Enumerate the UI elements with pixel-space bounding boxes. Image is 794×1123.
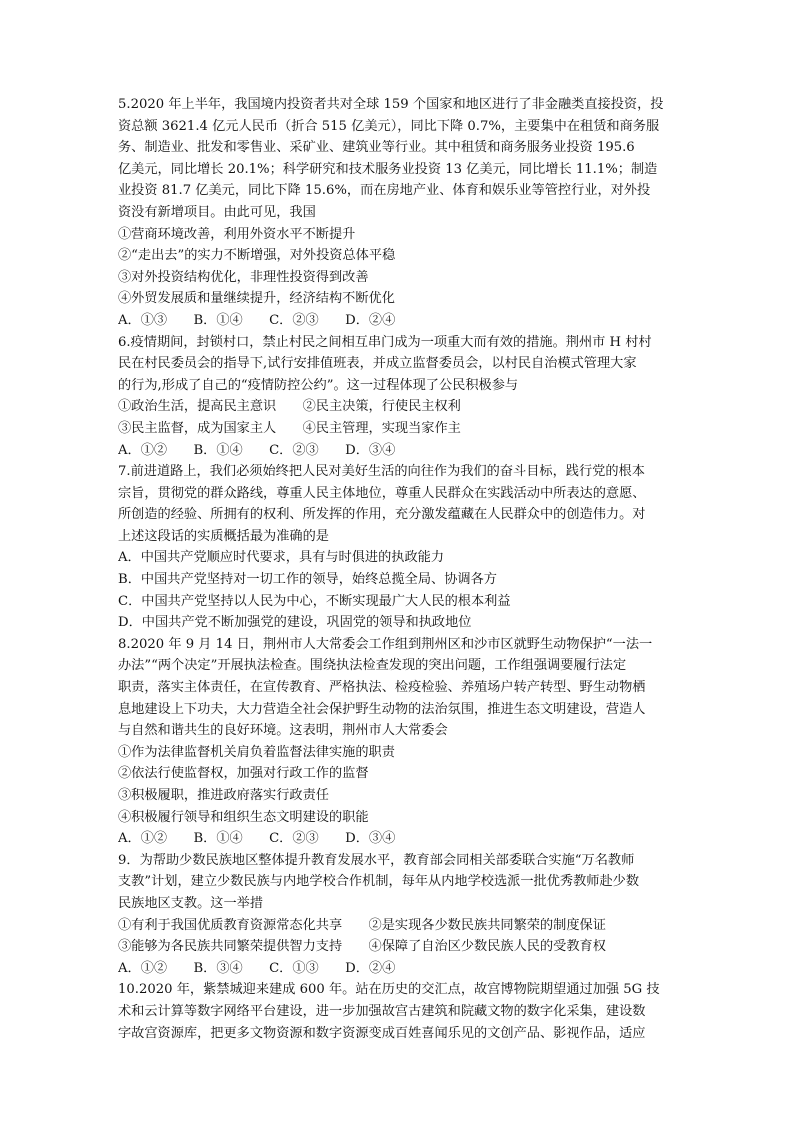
question-7	[118, 461, 688, 634]
question-9-item: ③能够为各民族共同繁荣提供智力支持 ④保障了自治区少数民族人民的受教育权	[118, 939, 606, 955]
question-7-line: 上述这段话的实质概括最为准确的是	[118, 528, 329, 544]
question-5-line: 资没有新增项目。由此可见，我国	[118, 204, 316, 220]
question-7-option: C．中国共产党坚持以人民为中心，不断实现最广大人民的根本利益	[118, 593, 511, 609]
question-5-item: ④外贸发展质和量继续提升，经济结构不断优化	[118, 291, 395, 307]
question-5-line: 资总额 3621.4 亿元人民币（折合 515 亿美元），同比下降 0.7%，主要集中在租赁和商务服	[118, 118, 660, 134]
question-7-line: 宗旨，贯彻党的群众路线，尊重人民主体地位，尊重人民群众在实践活动中所表达的意愿、	[118, 485, 646, 501]
question-8	[118, 634, 688, 850]
question-5	[118, 94, 688, 332]
question-5-line: 5.2020 年上半年，我国境内投资者共对全球 159 个国家和地区进行了非金融类直接投资，投	[118, 97, 664, 112]
question-6-item: ①政治生活，提高民主意识 ②民主决策，行使民主权利	[118, 399, 461, 415]
question-8-line: 职责，落实主体责任，在宣传教育、严格执法、检疫检验、养殖场户转产转型、野生动物栖	[118, 680, 646, 696]
question-8-item: ③积极履职，推进政府落实行政责任	[118, 788, 329, 803]
question-9	[118, 850, 688, 980]
question-6	[118, 332, 688, 462]
question-6-line: 的行为,形成了自己的“疫情防控公约”。这一过程体现了公民积极参与	[118, 377, 519, 393]
question-10	[118, 979, 688, 1044]
question-8-line: 8.2020 年 9 月 14 日，荆州市人大常委会工作组到荆州区和沙市区就野生动物保护“一法一	[118, 636, 653, 652]
question-6-choices: A．①② B．①④ C．②③ D．③④	[118, 442, 396, 458]
question-6-line: 民在村民委员会的指导下,试行安排值班表，并成立监督委员会，以村民自治模式管理大家	[118, 356, 637, 372]
question-6-line: 6.疫情期间，封锁村口，禁止村民之间相互串门成为一项重大而有效的措施。荆州市 H 村村	[118, 334, 652, 350]
question-8-line: 办法”“两个决定”开展执法检查。围绕执法检查发现的突出问题，工作组强调要履行法定	[118, 658, 627, 674]
question-5-item: ②“走出去”的实力不断增强，对外投资总体平稳	[118, 248, 396, 264]
question-9-line: 支教”计划，建立少数民族与内地学校合作机制，每年从内地学校选派一批优秀教师赴少数	[118, 874, 640, 890]
question-7-line: 7.前进道路上，我们必须始终把人民对美好生活的向往作为我们的奋斗目标，践行党的根本	[118, 464, 645, 480]
question-10-line: 10.2020 年，紫禁城迎来建成 600 年。站在历史的交汇点，故宫博物院期望通过加强 5G 技	[118, 982, 660, 998]
question-9-line: 9．为帮助少数民族地区整体提升教育发展水平，教育部会同相关部委联合实施“万名教师	[118, 852, 635, 868]
exam-page	[118, 94, 688, 1044]
question-5-line: 业投资 81.7 亿美元，同比下降 15.6%，而在房地产业、体育和娱乐业等管控行业，对外投	[118, 183, 651, 199]
question-8-item: ④积极履行领导和组织生态文明建设的职能	[118, 809, 369, 825]
question-9-item: ①有利于我国优质教育资源常态化共享 ②是实现各少数民族共同繁荣的制度保证	[118, 917, 606, 933]
question-7-line: 所创造的经验、所拥有的权利、所发挥的作用，充分激发蕴藏在人民群众中的创造伟力。对	[118, 507, 646, 523]
question-8-item: ②依法行使监督权，加强对行政工作的监督	[118, 766, 369, 782]
question-8-choices: A．①② B．①④ C．②③ D．③④	[118, 831, 396, 847]
question-7-option: D．中国共产党不断加强党的建设，巩固党的领导和执政地位	[118, 615, 472, 631]
question-6-item: ③民主监督，成为国家主人 ④民主管理，实现当家作主	[118, 420, 461, 436]
question-10-line: 字故宫资源库，把更多文物资源和数字资源变成百姓喜闻乐见的文创产品、影视作品，适应	[118, 1025, 646, 1041]
question-5-choices: A．①③ B．①④ C．②③ D．②④	[118, 312, 396, 328]
question-5-line: 亿美元，同比增长 20.1%；科学研究和技术服务业投资 13 亿美元，同比增长 11.1%；制造	[118, 161, 658, 177]
question-9-line: 民族地区支教。这一举措	[118, 895, 264, 911]
question-5-item: ③对外投资结构优化，非理性投资得到改善	[118, 269, 369, 285]
question-8-line: 息地建设上下功夫，大力营造全社会保护野生动物的法治氛围，推进生态文明建设，营造人	[118, 701, 646, 717]
question-7-option: B．中国共产党坚持对一切工作的领导，始终总揽全局、协调各方	[118, 572, 497, 588]
question-5-item: ①营商环境改善，利用外资水平不断提升	[118, 226, 356, 242]
question-10-line: 术和云计算等数字网络平台建设，进一步加强故宫古建筑和院藏文物的数字化采集，建设数	[118, 1003, 646, 1019]
question-5-line: 务、制造业、批发和零售业、采矿业、建筑业等行业。其中租赁和商务服务业投资 195.6	[118, 140, 635, 156]
question-8-item: ①作为法律监督机关肩负着监督法律实施的职责	[118, 744, 395, 760]
question-7-option: A．中国共产党顺应时代要求，具有与时俱进的执政能力	[118, 550, 445, 566]
question-9-choices: A．①② B．③④ C．①③ D．②④	[118, 960, 396, 976]
question-8-line: 与自然和谐共生的良好环境。这表明，荆州市人大常委会	[118, 723, 448, 739]
